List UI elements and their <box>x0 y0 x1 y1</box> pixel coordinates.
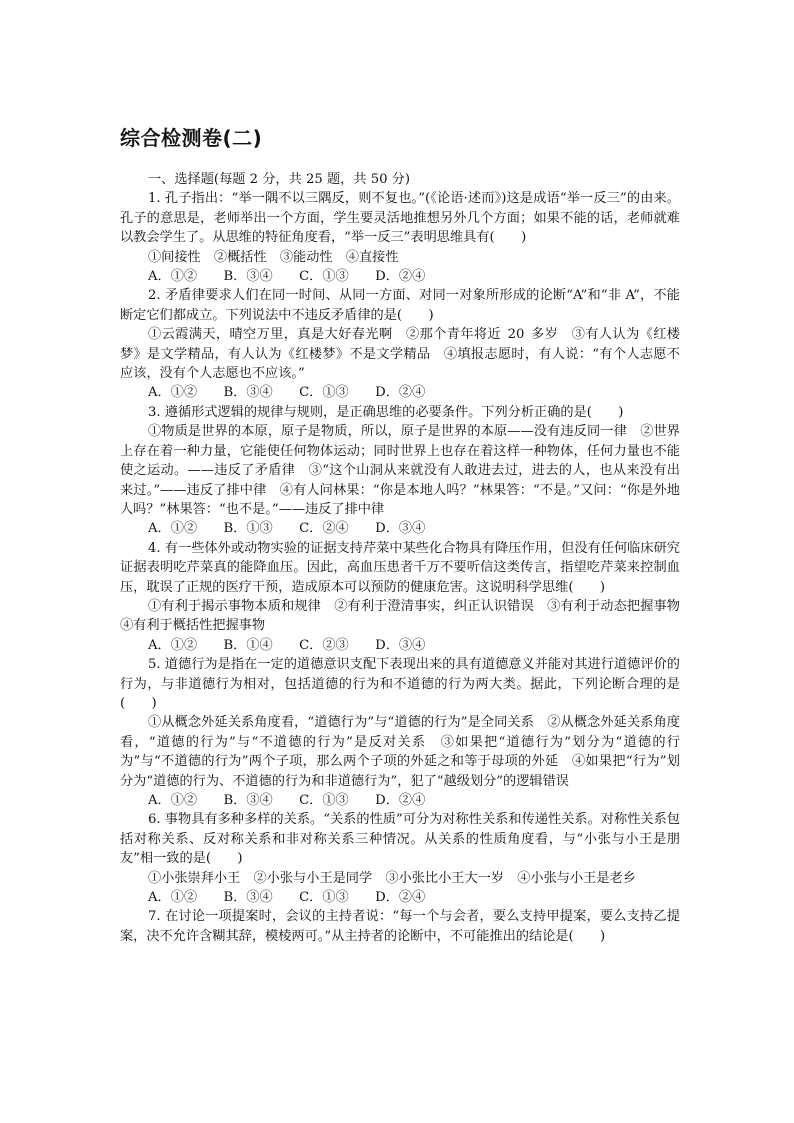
answer-choices: A．①② B．①③ C．②④ D．③④ <box>148 521 426 537</box>
question-options: ①物质是世界的本原，原子是物质，所以，原子是世界的本原——没有违反同一律 ②世界上存在着一种力量，它能使任何物体运动；同时世界上也存在着这样一种物体，任何力量也不能使之运动。——违反了矛盾律 ③“这个山洞从来就没有人敢进去过，进去的人，也从来没有出来过。”——违反了排中律 ④有人问林果：“你是本地人吗？”林果答：“不是。”又问：“你是外地人吗？”林果答：“也不是。”——违反了排中律 <box>120 424 680 517</box>
answer-choices: A．①② B．③④ C．①③ D．②④ <box>148 890 426 906</box>
question-options: ①小张崇拜小王 ②小张与小王是同学 ③小张比小王大一岁 ④小张与小王是老乡 <box>148 870 636 886</box>
question-stem: 7. 在讨论一项提案时，会议的主持者说：“每一个与会者，要么支持甲提案，要么支持乙提案，决不允许含糊其辞，模棱两可。”从主持者的论断中，不可能推出的结论是( ) <box>120 909 680 944</box>
exam-content <box>120 170 694 946</box>
page-title: 综合检测卷(二) <box>120 126 263 150</box>
question-stem: 6. 事物具有多种多样的关系。“关系的性质”可分为对称性关系和传递性关系。对称性关系包括对称关系、反对称关系和非对称关系三种情况。从关系的性质角度看，与“小张与小王是朋友”相一致的是( ) <box>120 812 680 867</box>
question-options: ①有利于揭示事物本质和规律 ②有利于澄清事实，纠正认识错误 ③有利于动态把握事物 ④有利于概括性把握事物 <box>120 598 694 634</box>
question-stem: 2. 矛盾律要求人们在同一时间、从同一方面、对同一对象所形成的论断“A”和“非 A”，不能断定它们都成立。下列说法中不违反矛盾律的是( ) <box>120 288 680 323</box>
question-stem: 5. 道德行为是指在一定的道德意识支配下表现出来的具有道德意义并能对其进行道德评价的行为，与非道德行为相对，包括道德的行为和不道德的行为两大类。据此，下列论断合理的是( ) <box>120 657 680 711</box>
question-stem: 1. 孔子指出：“举一隅不以三隅反，则不复也。”(《论语·述而》)这是成语“举一反三”的由来。孔子的意思是，老师举出一个方面，学生要灵活地推想另外几个方面；如果不能的话，老师就难以教会学生了。从思维的特征角度看，“举一反三”表明思维具有( ) <box>120 191 680 246</box>
question-stem: 4. 有一些体外或动物实验的证据支持芹菜中某些化合物具有降压作用，但没有任何临床研究证据表明吃芹菜真的能降血压。因此，高血压患者千万不要听信这类传言，指望吃芹菜来控制血压，耽误了正规的医疗干预，造成原本可以预防的健康危害。这说明科学思维( ) <box>120 540 680 595</box>
section-heading: 一、选择题(每题 2 分，共 25 题，共 50 分) <box>148 172 411 187</box>
answer-choices: A．①② B．①④ C．②③ D．③④ <box>148 637 426 653</box>
answer-choices: A．①② B．③④ C．①③ D．②④ <box>148 793 426 808</box>
question-options: ①从概念外延关系角度看，“道德行为”与“道德的行为”是全同关系 ②从概念外延关系角度看，“道德的行为”与“不道德的行为”是反对关系 ③如果把“道德行为”划分为“道德的行为”与“不道德的行为”两个子项，那么两个子项的外延之和等于母项的外延 ④如果把“行为”划分为“道德的行为、不道德的行为和非道德行为”，犯了“越级划分”的逻辑错误 <box>120 715 680 789</box>
question-stem: 3. 遵循形式逻辑的规律与规则，是正确思维的必要条件。下列分析正确的是( ) <box>148 404 624 420</box>
question-options: ①云霞满天，晴空万里，真是大好春光啊 ②那个青年将近 20 多岁 ③有人认为《红楼梦》是文学精品，有人认为《红楼梦》不是文学精品 ④填报志愿时，有人说：“有个人志愿不应该，没有个人志愿也不应该。” <box>120 327 680 382</box>
question-options: ①间接性 ②概括性 ③能动性 ④直接性 <box>148 249 399 265</box>
answer-choices: A．①② B．③④ C．①③ D．②④ <box>148 385 426 401</box>
answer-choices: A．①② B．③④ C．①③ D．②④ <box>148 269 426 285</box>
